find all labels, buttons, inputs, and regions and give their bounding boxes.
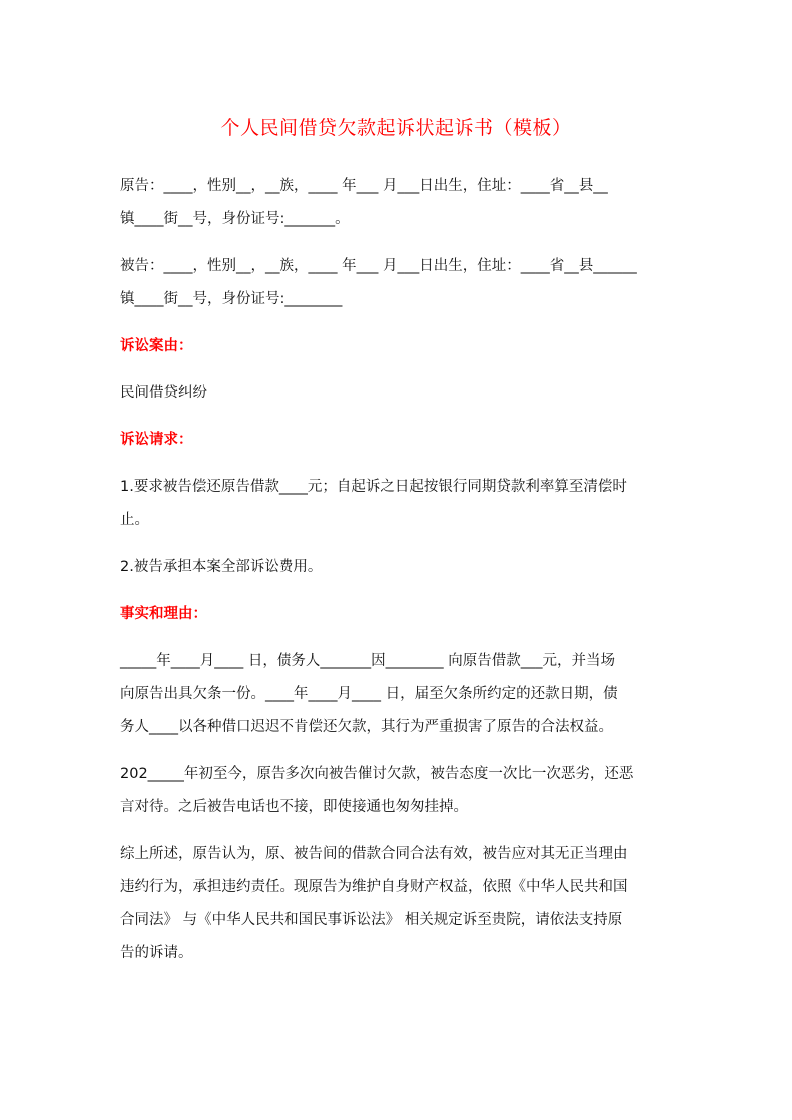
facts-1-line-1: _____年____月____ 日，债务人_______因________ 向原告借款___元，并当场 bbox=[120, 653, 615, 669]
facts-paragraph-3 bbox=[120, 838, 676, 970]
claim-1-line-1: 1.要求被告偿还原告借款____元；自起诉之日起按银行同期贷款利率算至清偿时 bbox=[120, 479, 627, 495]
document-body bbox=[120, 170, 676, 984]
defendant-info bbox=[120, 250, 676, 316]
claim-item-2: 2.被告承担本案全部诉讼费用。 bbox=[120, 559, 323, 575]
plaintiff-info bbox=[120, 170, 676, 236]
facts-paragraph-2 bbox=[120, 758, 676, 824]
claim-1-line-2: 止。 bbox=[120, 512, 149, 528]
claims-heading: 诉讼请求： bbox=[120, 432, 193, 448]
cause-text: 民间借贷纠纷 bbox=[120, 385, 207, 401]
facts-3-line-3: 合同法》 与《中华人民共和国民事诉讼法》 相关规定诉至贵院，请依法支持原 bbox=[120, 912, 623, 928]
plaintiff-line-2: 镇____街__号，身份证号:_______。 bbox=[120, 211, 350, 227]
facts-paragraph-1 bbox=[120, 645, 676, 744]
cause-heading: 诉讼案由： bbox=[120, 338, 193, 354]
facts-3-line-4: 告的诉请。 bbox=[120, 945, 193, 961]
facts-1-line-3: 务人____以各种借口迟迟不肯偿还欠款，其行为严重损害了原告的合法权益。 bbox=[120, 719, 613, 735]
facts-3-line-1: 综上所述，原告认为，原、被告间的借款合同合法有效，被告应对其无正当理由 bbox=[120, 846, 628, 862]
plaintiff-line-1: 原告：____，性别__，__族，____ 年___ 月___日出生，住址：____省__县__ bbox=[120, 178, 608, 194]
facts-2-line-1: 202_____年初至今，原告多次向被告催讨欠款，被告态度一次比一次恶劣，还恶 bbox=[120, 766, 634, 782]
document-title: 个人民间借贷欠款起诉状起诉书（模板） bbox=[220, 117, 572, 139]
claim-item-1 bbox=[120, 471, 676, 537]
defendant-line-2: 镇____街__号，身份证号:________ bbox=[120, 291, 343, 307]
facts-2-line-2: 言对待。之后被告电话也不接，即使接通也匆匆挂掉。 bbox=[120, 799, 468, 815]
facts-heading: 事实和理由： bbox=[120, 606, 207, 622]
defendant-line-1: 被告：____，性别__，__族，____ 年___ 月___日出生，住址：____省__县______ bbox=[120, 258, 637, 274]
facts-1-line-2: 向原告出具欠条一份。____年____月____ 日，届至欠条所约定的还款日期，债 bbox=[120, 686, 618, 702]
facts-3-line-2: 违约行为，承担违约责任。现原告为维护自身财产权益，依照《中华人民共和国 bbox=[120, 879, 628, 895]
